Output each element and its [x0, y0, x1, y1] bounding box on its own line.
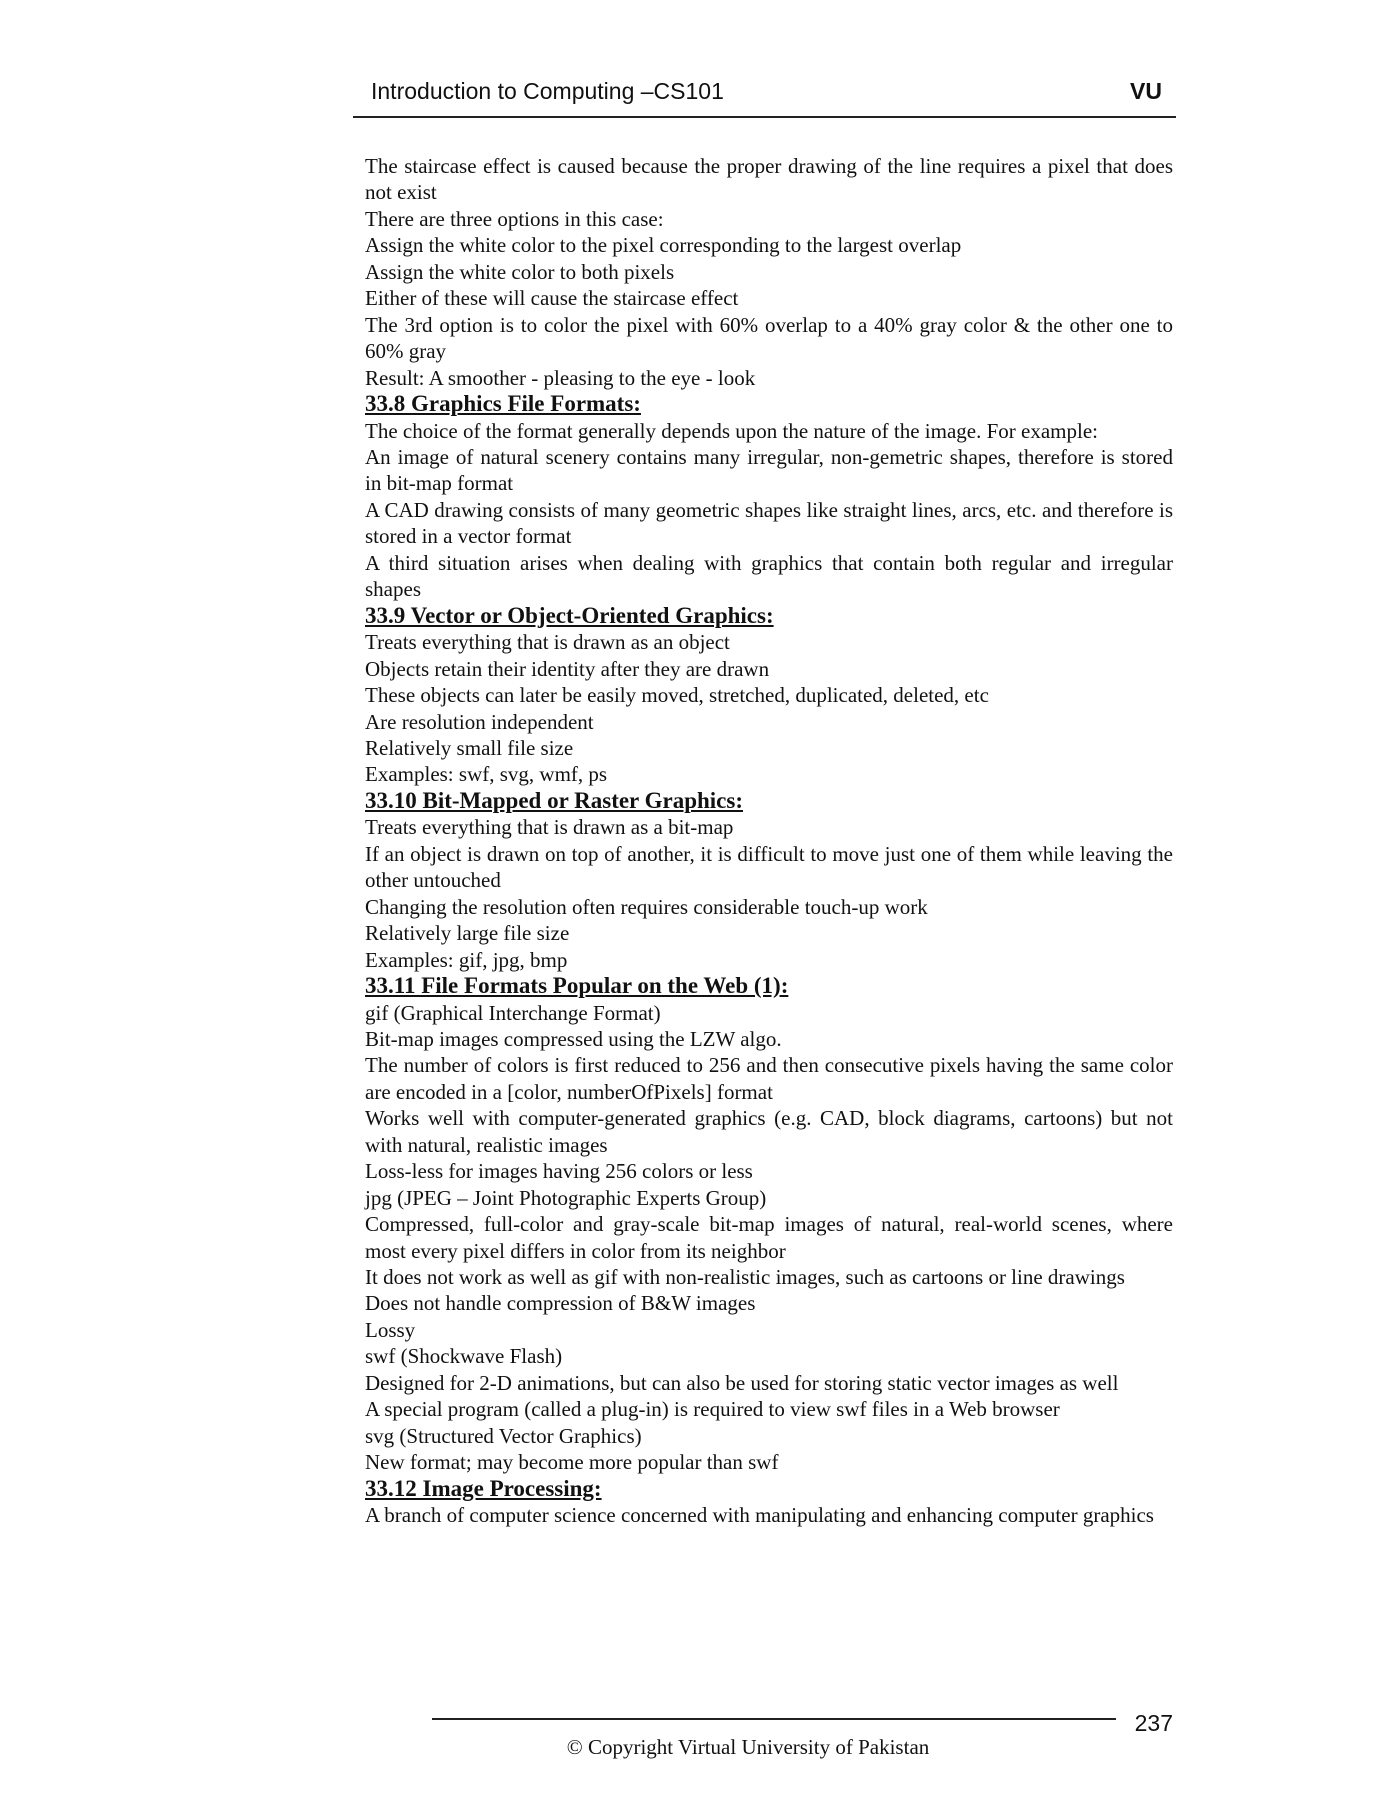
paragraph: Works well with computer-generated graphics (e.g. CAD, block diagrams, cartoons) but not with natural, realistic images [365, 1106, 1173, 1157]
paragraph: A third situation arises when dealing with graphics that contain both regular and irregular shapes [365, 550, 1173, 602]
paragraph: The 3rd option is to color the pixel with 60% overlap to a 40% gray color & the other one to 60% gray [365, 312, 1173, 364]
paragraph: Treats everything that is drawn as a bit-map [365, 815, 734, 840]
paragraph: Changing the resolution often requires considerable touch-up work [365, 894, 928, 919]
paragraph: A CAD drawing consists of many geometric shapes like straight lines, arcs, etc. and therefore is stored in a vector format [365, 497, 1173, 549]
paragraph: Result: A smoother - pleasing to the eye - look [365, 365, 756, 390]
header-title: Introduction to Computing –CS101 [371, 78, 724, 104]
paragraph: A branch of computer science concerned with manipulating and enhancing computer graphics [365, 1503, 1154, 1528]
paragraph: These objects can later be easily moved, stretched, duplicated, deleted, etc [365, 683, 989, 708]
paragraph: swf (Shockwave Flash) [365, 1344, 563, 1369]
paragraph: The staircase effect is caused because the proper drawing of the line requires a pixel that does not exist [365, 154, 1173, 205]
header-brand: VU [1130, 78, 1162, 104]
paragraph: Assign the white color to both pixels [365, 259, 675, 284]
page-number: 237 [1134, 1710, 1173, 1736]
section-heading: 33.8 Graphics File Formats: [365, 391, 641, 417]
section-heading: 33.11 File Formats Popular on the Web (1): [365, 973, 789, 999]
section-heading: 33.10 Bit-Mapped or Raster Graphics: [365, 787, 743, 813]
paragraph: Objects retain their identity after they are drawn [365, 656, 770, 681]
paragraph: An image of natural scenery contains many irregular, non-gemetric shapes, therefore is stored in bit-map format [365, 444, 1173, 496]
paragraph: Compressed, full-color and gray-scale bit-map images of natural, real-world scenes, where most every pixel differs in color from its neighbor [365, 1212, 1173, 1263]
paragraph: Relatively small file size [365, 735, 574, 760]
paragraph: Are resolution independent [365, 709, 594, 734]
paragraph: Loss-less for images having 256 colors or less [365, 1159, 753, 1184]
page-header [353, 74, 1176, 118]
document-body [365, 153, 1173, 1529]
paragraph: There are three options in this case: [365, 206, 664, 231]
paragraph: Examples: gif, jpg, bmp [365, 947, 568, 972]
footer-divider [432, 1718, 1116, 1720]
paragraph: Lossy [365, 1317, 416, 1342]
paragraph: Either of these will cause the staircase effect [365, 286, 739, 311]
paragraph: Bit-map images compressed using the LZW algo. [365, 1026, 782, 1051]
paragraph: Assign the white color to the pixel corresponding to the largest overlap [365, 233, 962, 258]
paragraph: Examples: swf, svg, wmf, ps [365, 762, 608, 787]
paragraph: It does not work as well as gif with non-realistic images, such as cartoons or line drawings [365, 1265, 1125, 1290]
paragraph: Does not handle compression of B&W images [365, 1291, 756, 1316]
paragraph: The choice of the format generally depends upon the nature of the image. For example: [365, 418, 1098, 443]
paragraph: A special program (called a plug-in) is required to view swf files in a Web browser [365, 1397, 1060, 1422]
section-heading: 33.12 Image Processing: [365, 1475, 602, 1501]
paragraph: Treats everything that is drawn as an object [365, 630, 730, 655]
paragraph: gif (Graphical Interchange Format) [365, 1000, 661, 1025]
paragraph: The number of colors is first reduced to 256 and then consecutive pixels having the same color are encoded in a [color, numberOfPixels] format [365, 1053, 1173, 1104]
paragraph: Designed for 2-D animations, but can also be used for storing static vector images as well [365, 1370, 1119, 1395]
paragraph: Relatively large file size [365, 921, 570, 946]
paragraph: New format; may become more popular than swf [365, 1450, 779, 1475]
copyright-notice: © Copyright Virtual University of Pakistan [566, 1735, 930, 1759]
paragraph: svg (Structured Vector Graphics) [365, 1423, 642, 1448]
paragraph: If an object is drawn on top of another, it is difficult to move just one of them while leaving the other untouched [365, 841, 1173, 893]
paragraph: jpg (JPEG – Joint Photographic Experts Group) [365, 1185, 767, 1210]
section-heading: 33.9 Vector or Object-Oriented Graphics: [365, 602, 774, 628]
